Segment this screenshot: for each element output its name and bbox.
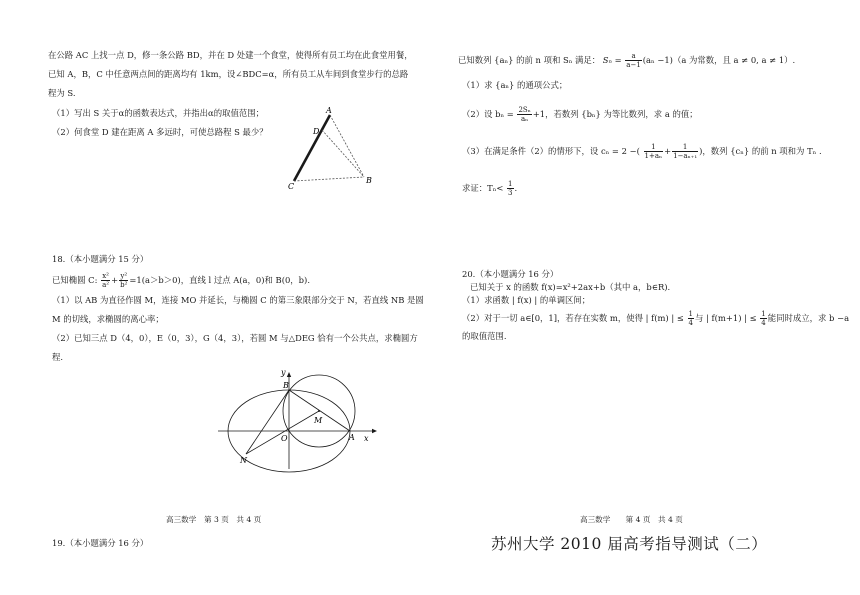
- fraction-1-over-3: $\frac{1}{3}$: [508, 180, 513, 197]
- segment-MN: [246, 411, 319, 454]
- label-D: D: [313, 127, 320, 136]
- fraction-x2-a2: $\frac{\text{x²}}{\text{a²}}$: [102, 272, 110, 289]
- label-M: M: [314, 416, 323, 425]
- q17-text-line1: 在公路 AC 上找一点 D，修一条公路 BD，并在 D 处建一个食堂，使得所有员工均在此食堂用餐，: [48, 50, 413, 60]
- q20-intro: 已知关于 x 的函数 f(x)=x²+2ax+b（其中 a，b∈R).: [470, 282, 671, 292]
- q17-part1: （1）写出 S 关于α的函数表达式，并指出α的取值范围；: [52, 108, 264, 118]
- fraction-y2-b2: $\frac{\text{y²}}{\text{b²}}$: [120, 272, 128, 289]
- label-B: B: [283, 381, 289, 390]
- segment-AC: [294, 115, 330, 181]
- q20-part1: （1）求函数 | f(x) | 的单调区间；: [462, 295, 591, 305]
- segment-DB: [322, 130, 364, 177]
- segment-CB: [294, 177, 364, 181]
- fraction-a-over-a-minus-1: $\frac{a}{a-1}$: [626, 52, 641, 69]
- fraction-1-over-1-minus-an1: $\frac{1}{\text{1−aₙ₊₁}}$: [673, 143, 698, 160]
- triangle-figure: [284, 103, 384, 193]
- label-A: A: [349, 433, 355, 442]
- q19-part1: （1）求 {aₙ} 的通项公式；: [462, 80, 568, 90]
- label-y: y: [281, 368, 286, 377]
- q20-part2-line1: （2）对于一切 a∈[0，1]，若存在实数 m，使得 | f(m) | ≤ $\frac{1}{4}$ 与 | f(m+1) | ≤ $\frac{1}{4}$ 能同时成立，求 b −a: [462, 310, 850, 327]
- point-M: [318, 410, 320, 412]
- q18-intro: 已知椭圆 C: $\frac{\text{x²}}{\text{a²}}$ + $\frac{\text{y²}}{\text{b²}}$ =1(a＞b＞0)，直线 l 过点 A(a，0)和 B(0，b).: [52, 272, 310, 289]
- q18-part1-line2: M 的切线，求椭圆的离心率；: [52, 314, 164, 324]
- fraction-2Sn-over-an: $\frac{\text{2Sₙ}}{\text{aₙ}}$: [518, 106, 531, 123]
- label-N: N: [240, 456, 247, 465]
- right-page-footer: 高三数学 第 4 页 共 4 页: [580, 515, 683, 524]
- label-C: C: [288, 182, 295, 191]
- q18-intro-suffix: =1(a＞b＞0)，直线 l 过点 A(a，0)和 B(0，b).: [129, 275, 310, 285]
- q18-part1-line1: （1）以 AB 为直径作圆 M，连接 MO 并延长，与椭圆 C 的第三象限部分交于 N，若直线 NB 是圆: [52, 295, 424, 305]
- x-axis-arrow: [372, 429, 377, 433]
- fraction-1-over-1-plus-an: $\frac{1}{\text{1+aₙ}}$: [644, 143, 663, 160]
- fraction-1-over-4-b: $\frac{1}{4}$: [761, 310, 766, 327]
- exam-title: 苏州大学 2010 届高考指导测试（二）: [491, 535, 768, 553]
- q17-text-line3: 程为 S.: [48, 88, 76, 98]
- q18-heading: 18.（本小题满分 15 分）: [52, 254, 149, 264]
- y-axis-arrow: [287, 372, 291, 377]
- fraction-1-over-4-a: $\frac{1}{4}$: [688, 310, 694, 327]
- q18-part2-line2: 程.: [52, 352, 64, 362]
- q19-proof: 求证：Tₙ< $\frac{1}{3}$ .: [462, 180, 518, 197]
- segment-AB: [330, 115, 364, 177]
- ellipse-figure: [212, 363, 382, 473]
- q17-part2: （2）何食堂 D 建在距离 A 多远时，可使总路程 S 最少？: [52, 127, 268, 137]
- label-B: B: [366, 176, 372, 185]
- q19-heading: 19.（本小题满分 16 分）: [52, 538, 149, 548]
- label-A: A: [326, 106, 332, 115]
- segment-NB: [246, 390, 289, 454]
- q19-part2: （2）设 bₙ = $\frac{\text{2Sₙ}}{\text{aₙ}}$ +1，若数列 {bₙ} 为等比数列，求 a 的值；: [462, 106, 698, 123]
- q18-intro-prefix: 已知椭圆 C:: [52, 275, 98, 285]
- q20-heading: 20.（本小题满分 16 分）: [462, 269, 559, 279]
- label-x: x: [364, 434, 369, 443]
- q18-part2-line1: （2）已知三点 D（4，0），E（0，3），G（4，3），若圆 M 与△DEG 恰有一个公共点，求椭圆方: [52, 333, 418, 343]
- q19-part3: （3）在满足条件（2）的情形下，设 cₙ = 2 −( $\frac{1}{\text{1+aₙ}}$ + $\frac{1}{\text{1−aₙ₊₁}}$ )，数列 {cₙ} 的前 n 项和为 Tₙ .: [462, 143, 822, 160]
- q19-intro: 已知数列 {aₙ} 的前 n 项和 Sₙ 满足： Sₙ = $\frac{a}{a-1}$ (aₙ −1)（a 为常数，且 a ≠ 0, a ≠ 1）.: [458, 52, 796, 69]
- label-O: O: [281, 434, 288, 443]
- left-page-footer: 高三数学 第 3 页 共 4 页: [166, 515, 262, 524]
- q17-text-line2: 已知 A，B，C 中任意两点间的距离均有 1km，设∠BDC=α，所有员工从车间到食堂步行的总路: [48, 69, 409, 79]
- q20-part2-line2: 的取值范围.: [462, 331, 507, 341]
